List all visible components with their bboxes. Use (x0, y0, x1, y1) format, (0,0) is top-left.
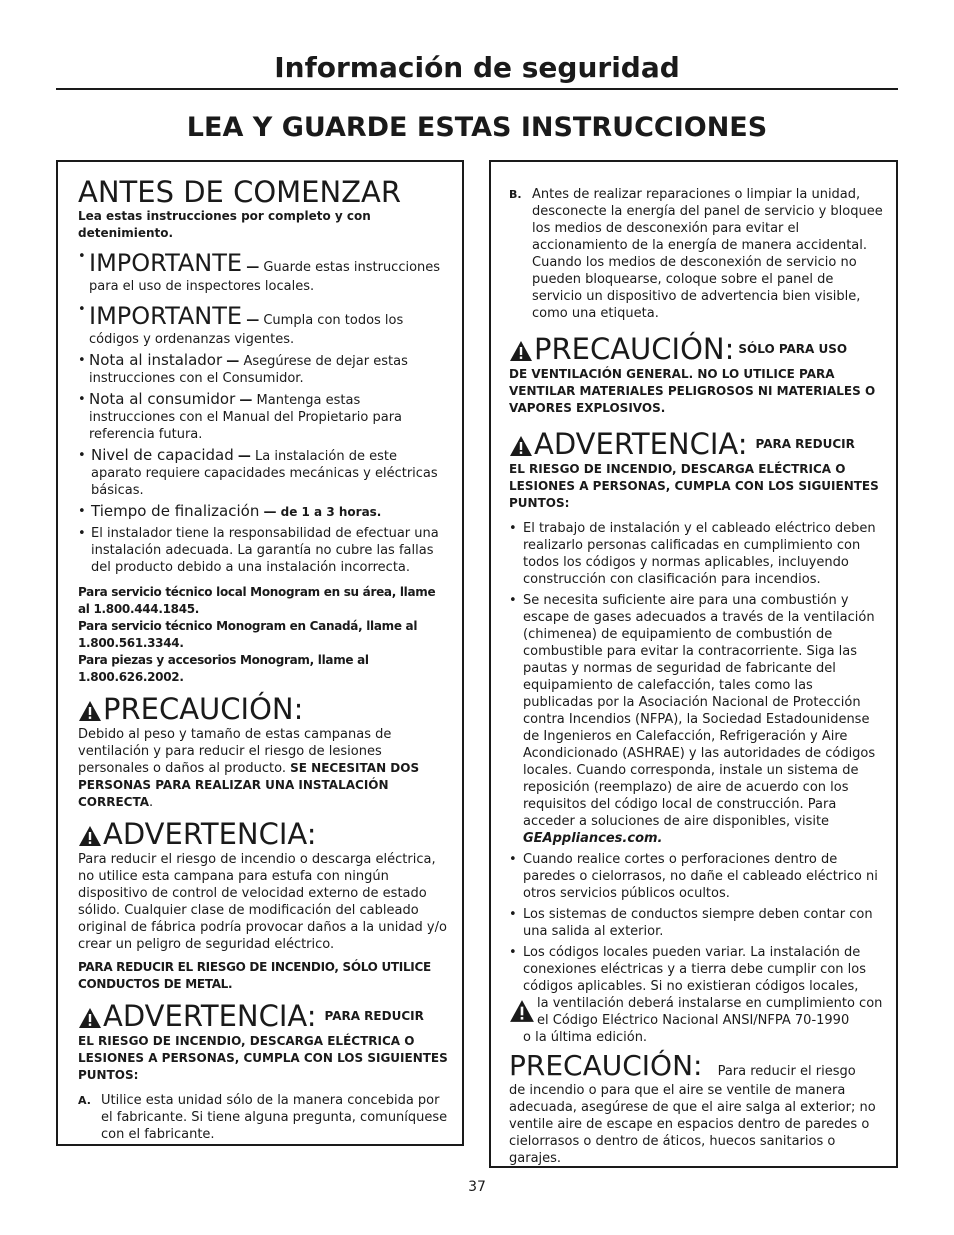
caution-right-bold: DE VENTILACIÓN GENERAL. NO LO UTILICE PARA VENTILAR MATERIALES PELIGROSOS NI MATERIALES O VAPORES EXPLOSIVOS. (509, 367, 876, 415)
ge-appliances-link[interactable]: GEAppliances.com. (523, 831, 663, 846)
caution-2 (509, 1050, 886, 1167)
important-label: IMPORTANTE (89, 302, 243, 330)
warning-triangle-icon (509, 340, 533, 362)
installer-note: • Nota al instalador — Asegúrese de dejar estas instrucciones con el Consumidor. (78, 351, 408, 386)
item-b-text: Antes de realizar reparaciones o limpiar la unidad, desconecte la energía del panel de servicio y bloquee los medios de desconexión para evitar el accionamiento de la energía de manera accidental. Cuando los medios de desconexión de servicio no pueden bloquearse, coloque sobre el panel de servicio un dispositivo de advertencia bien visible, como una etiqueta. (532, 187, 883, 321)
consumer-label: Nota al consumidor (89, 390, 236, 408)
consumer-note: • Nota al consumidor — Mantenga estas instrucciones con el Manual del Propietario para referencia futura. (78, 390, 403, 442)
warning-heading-right (509, 427, 886, 461)
warning-1-text: Para reducir el riesgo de incendio o descarga eléctrica, no utilice esta campana para estufa con ningún dispositivo de control de velocidad externo de estado sólido. Cualquier clase de modificación del cableado original de fábrica podría provocar daños a la unidad y/o crear un peligro de seguridad eléctrico. (78, 852, 447, 952)
time-label: Tiempo de finalización (91, 502, 260, 520)
item-b (509, 186, 886, 322)
important-item-2: • IMPORTANTE — Cumpla con todos los códigos y ordenanzas vigentes. (78, 302, 404, 347)
caution-2-text: de incendio o para que el aire se ventile de manera adecuada, asegúrese de que el aire salga al exterior; no ventile aire de escape en espacios dentro de paredes o cielorrasos o dentro de áticos, huecos sanitarios o garajes. (509, 1083, 876, 1166)
bullet-text: Los sistemas de conductos siempre deben contar con una salida al exterior. (523, 907, 873, 939)
item-b-letter: B. (509, 188, 522, 201)
warning-2-bold: EL RIESGO DE INCENDIO, DESCARGA ELÉCTRICA O LESIONES A PERSONAS, CUMPLA CON LOS SIGUIENTES PUNTOS: (78, 1034, 448, 1082)
warning-triangle-icon (78, 700, 102, 722)
warning-heading-2 (78, 999, 448, 1033)
warning-label: ADVERTENCIA: (103, 817, 317, 851)
list-item: • Los sistemas de conductos siempre deben contar con una salida al exterior. (509, 907, 873, 939)
warning-triangle-icon (509, 435, 533, 457)
page-number: 37 (468, 1179, 486, 1195)
item-a-letter: A. (78, 1094, 91, 1107)
warning-right-bold: EL RIESGO DE INCENDIO, DESCARGA ELÉCTRICA O LESIONES A PERSONAS, CUMPLA CON LOS SIGUIENTES PUNTOS: (509, 462, 879, 510)
important-text: Guarde estas instrucciones para el uso de inspectores locales. (89, 260, 441, 294)
responsibility-note: • El instalador tiene la responsabilidad de efectuar una instalación adecuada. La garantía no cubre las fallas del producto debido a una instalación incorrecta. (78, 526, 439, 575)
time-note: • Tiempo de finalización — de 1 a 3 horas. (78, 502, 382, 520)
caution-small-text: SÓLO PARA USO (738, 342, 848, 356)
bullet-text: la ventilación deberá instalarse en cumplimiento con el Código Eléctrico Nacional ANSI/NFPA 70-1990 (537, 996, 883, 1028)
service-local: Para servicio técnico local Monogram en su área, llame al 1.800.444.1845. (78, 585, 436, 616)
warning-triangle-icon (509, 999, 535, 1023)
warning-label: ADVERTENCIA: (103, 999, 317, 1033)
page-title: Información de seguridad (56, 48, 898, 90)
intro-text: Lea estas instrucciones por completo y con detenimiento. (78, 209, 371, 240)
caution-text: Debido al peso y tamaño de estas campanas de ventilación y para reducir el riesgo de lesiones personales o daños al producto. (78, 727, 392, 776)
bullet-text: El trabajo de instalación y el cableado eléctrico deben realizarlo personas calificadas en cumplimiento con todos los códigos y normas aplicables, incluyendo construcción con clasificación para incendios. (523, 521, 876, 587)
list-item: • Cuando realice cortes o perforaciones dentro de paredes o cielorrasos, no dañe el cableado eléctrico ni otros servicios públicos ocultos. (509, 852, 878, 901)
bullet-text: Los códigos locales pueden variar. La instalación de conexiones eléctricas y a tierra debe cumplir con los códigos aplicables. Si no existieran códigos locales, (523, 945, 866, 994)
important-label: IMPORTANTE (89, 249, 243, 277)
before-start-heading: ANTES DE COMENZAR (78, 175, 402, 209)
skill-note: • Nivel de capacidad — La instalación de este aparato requiere capacidades mecánicas y eléctricas básicas. (78, 446, 438, 498)
bullet-text: o la última edición. (523, 1030, 648, 1045)
bullet-text: Se necesita suficiente aire para una combustión y escape de gases adecuados a través de la ventilación (chimenea) de equipamiento de combustión de combustible para evitar la contracorriente. Siga las pautas y normas de seguridad de fabricante del equipamiento de calefacción, tales como las publicadas por la Asociación Nacional de Protección contra Incendios (NFPA), la Sociedad Estadounidense de Ingenieros en Calefacción, Refrigeración y Aire Acondicionado (ASHRAE) y las autoridades de códigos locales. Cuando corresponda, instale un sistema de reposición (reemplazo) de aire de acuerdo con los requisitos del código local de construcción. Para acceder a soluciones de aire disponibles, visite (523, 593, 876, 829)
caution-label: PRECAUCIÓN: (103, 692, 304, 726)
caution-heading-right (509, 332, 886, 366)
list-item: • Los códigos locales pueden variar. La instalación de conexiones eléctricas y a tierra debe cumplir con los códigos aplicables. Si no existieran códigos locales, la ventilación deberá instalarse en cumplimiento con el Código Eléctrico Nacional ANSI/NFPA 70-1990 o la última edición. (509, 944, 886, 1046)
caution-body: Debido al peso y tamaño de estas campanas de ventilación y para reducir el riesgo de lesiones personales o daños al producto. SE NECESITAN DOS PERSONAS PARA REALIZAR UNA INSTALACIÓN CORRECTA. (78, 727, 420, 810)
skill-text: La instalación de este aparato requiere capacidades mecánicas y eléctricas básicas. (91, 449, 438, 498)
page-subtitle: LEA Y GUARDE ESTAS INSTRUCCIONES (186, 112, 768, 143)
item-a-text: Utilice esta unidad sólo de la manera concebida por el fabricante. Si tiene alguna pregunta, comuníquese con el fabricante. (101, 1093, 448, 1142)
responsibility-text: El instalador tiene la responsabilidad de efectuar una instalación adecuada. La garantía no cubre las fallas del producto debido a una instalación incorrecta. (91, 526, 439, 575)
warning-small-text: PARA REDUCIR (324, 1009, 424, 1023)
important-item-1: • IMPORTANTE — Guarde estas instrucciones para el uso de inspectores locales. (78, 249, 441, 294)
consumer-text: Mantenga estas instrucciones con el Manual del Propietario para referencia futura. (89, 393, 403, 442)
important-text: Cumpla con todos los códigos y ordenanzas vigentes. (89, 313, 404, 347)
warning-1-bold: PARA REDUCIR EL RIESGO DE INCENDIO, SÓLO UTILICE CONDUCTOS DE METAL. (78, 960, 431, 991)
time-text: de 1 a 3 horas. (280, 505, 382, 519)
installer-label: Nota al instalador (89, 351, 223, 369)
item-a (78, 1092, 448, 1143)
service-canada: Para servicio técnico Monogram en Canadá, llame al 1.800.561.3344. (78, 619, 418, 650)
skill-label: Nivel de capacidad (91, 446, 234, 464)
list-item: • El trabajo de instalación y el cableado eléctrico deben realizarlo personas calificadas en cumplimiento con todos los códigos y normas aplicables, incluyendo construcción con clasificación para incendios. (509, 521, 876, 587)
caution-bold-text: SE NECESITAN DOS PERSONAS PARA REALIZAR UNA INSTALACIÓN CORRECTA (78, 761, 420, 809)
bullet-text: Cuando realice cortes o perforaciones dentro de paredes o cielorrasos, no dañe el cableado eléctrico ni otros servicios públicos ocultos. (523, 852, 878, 901)
installer-text: Asegúrese de dejar estas instrucciones con el Consumidor. (89, 354, 408, 386)
list-item: • Se necesita suficiente aire para una combustión y escape de gases adecuados a través de la ventilación (chimenea) de equipamiento de combustión de combustible para evitar la contracorriente. Siga las pautas y normas de seguridad de fabricante del equipamiento de calefacción, tales como las publicadas por la Asociación Nacional de Protección contra Incendios (NFPA), la Sociedad Estadounidense de Ingenieros en Calefacción, Refrigeración y Aire Acondicionado (ASHRAE) y las autoridades de códigos locales. Cuando corresponda, instale un sistema de reposición (reemplazo) de aire de acuerdo con los requisitos del código local de construcción. Para acceder a soluciones de aire disponibles, visite GEAppliances.com. (509, 593, 876, 846)
warning-heading-1 (78, 817, 448, 851)
warning-triangle-icon (78, 825, 102, 847)
warning-label: ADVERTENCIA: (534, 427, 748, 461)
right-column-box (489, 160, 898, 1168)
left-column-box (56, 160, 464, 1146)
caution-2-text-first: Para reducir el riesgo (717, 1064, 856, 1079)
caution-2-label: PRECAUCIÓN: (509, 1049, 703, 1082)
warning-triangle-icon (78, 1007, 102, 1029)
warning-small-text: PARA REDUCIR (755, 437, 855, 451)
caution-label: PRECAUCIÓN: (534, 332, 735, 366)
caution-heading (78, 692, 448, 726)
service-parts: Para piezas y accesorios Monogram, llame al 1.800.626.2002. (78, 653, 369, 684)
